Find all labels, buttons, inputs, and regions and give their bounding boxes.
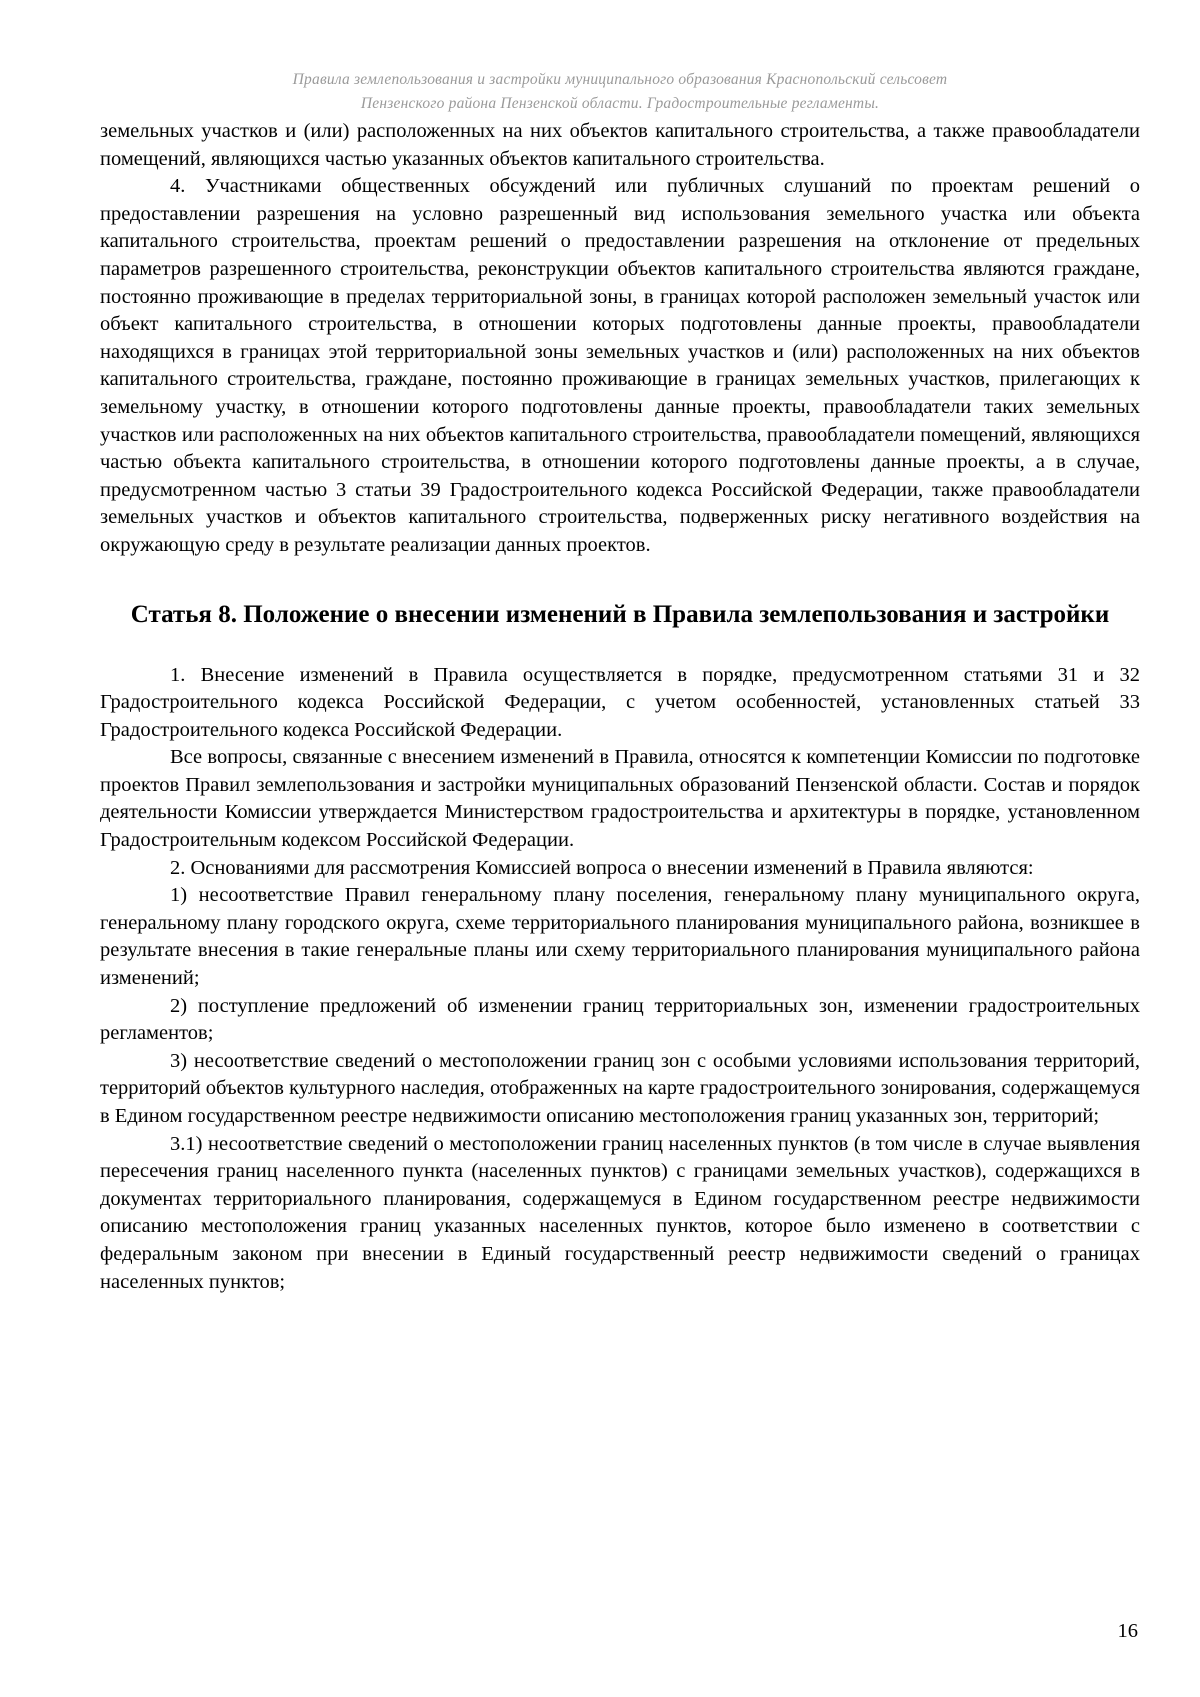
article-paragraph-2: 2. Основаниями для рассмотрения Комиссией вопроса о внесении изменений в Правила являются:: [170, 856, 1034, 879]
body-text: [100, 118, 1140, 1296]
article-heading: Статья 8. Положение о внесении изменений в Правила землепользования и застройки: [130, 600, 1110, 628]
list-item-3: 3) несоответствие сведений о местоположении границ зон с особыми условиями использования территорий, территорий объектов культурного наследия, отображенных на карте градостроительного зонирования, содержащемуся в Едином государственном реестре недвижимости описанию местоположения границ указанных зон, территорий;: [100, 1049, 1140, 1127]
list-item-3-1: 3.1) несоответствие сведений о местоположении границ населенных пунктов (в том числе в случае выявления пересечения границ населенного пункта (населенных пунктов) с границами земельных участков), содержащихся в документах территориального планирования, содержащемуся в Едином государственном реестре недвижимости описанию местоположения границ указанных населенных пунктов, которое было изменено в соответствии с федеральным законом при внесении в Единый государственный реестр недвижимости сведений о границах населенных пунктов;: [100, 1132, 1140, 1293]
list-item-2: 2) поступление предложений об изменении границ территориальных зон, изменении градостроительных регламентов;: [100, 994, 1140, 1045]
running-header-line-2: Пензенского района Пензенской области. Градостроительные регламенты.: [360, 95, 880, 112]
paragraph-4-participants: 4. Участниками общественных обсуждений или публичных слушаний по проектам решений о предоставлении разрешения на условно разрешенный вид использования земельного участка или объекта капитального строительства, проектам решений о предоставлении разрешения на отклонение от предельных параметров разрешенного строительства, реконструкции объектов капитального строительства являются граждане, постоянно проживающие в пределах территориальной зоны, в границах которой расположен земельный участок или объект капитального строительства, в отношении которых подготовлены данные проекты, правообладатели находящихся в границах этой территориальной зоны земельных участков и (или) расположенных на них объектов капитального строительства, граждане, постоянно проживающие в границах земельных участков, прилегающих к земельному участку, в отношении которого подготовлены данные проекты, правообладатели таких земельных участков или расположенных на них объектов капитального строительства, правообладатели помещений, являющихся частью объекта капитального строительства, в отношении которого подготовлены данные проекты, а в случае, предусмотренном частью 3 статьи 39 Градостроительного кодекса Российской Федерации, также правообладатели земельных участков и объектов капитального строительства, подверженных риску негативного воздействия на окружающую среду в результате реализации данных проектов.: [100, 175, 1140, 556]
list-item-1: 1) несоответствие Правил генеральному плану поселения, генеральному плану муниципального округа, генеральному плану городского округа, схеме территориального планирования муниципального района, возникшее в результате внесения в такие генеральные планы или схему территориального планирования муниципального района изменений;: [100, 884, 1140, 990]
article-paragraph-1: 1. Внесение изменений в Правила осуществляется в порядке, предусмотренном статьями 31 и 32 Градостроительного кодекса Российской Федерации, с учетом особенностей, установленных статьей 33 Градостроительного кодекса Российской Федерации.: [100, 663, 1140, 741]
continued-paragraph: земельных участков и (или) расположенных на них объектов капитального строительства, а также правообладатели помещений, являющихся частью указанных объектов капитального строительства.: [100, 120, 1140, 170]
page-number: 16: [1117, 1620, 1138, 1642]
running-header-line-1: Правила землепользования и застройки муниципального образования Краснопольский сельсовет: [292, 71, 948, 88]
running-header: [100, 68, 1140, 116]
article-paragraph-commission: Все вопросы, связанные с внесением изменений в Правила, относятся к компетенции Комиссии по подготовке проектов Правил землепользования и застройки муниципальных образований Пензенской области. Состав и порядок деятельности Комиссии утверждается Министерством градостроительства и архитектуры в порядке, установленном Градостроительным кодексом Российской Федерации.: [100, 746, 1140, 852]
